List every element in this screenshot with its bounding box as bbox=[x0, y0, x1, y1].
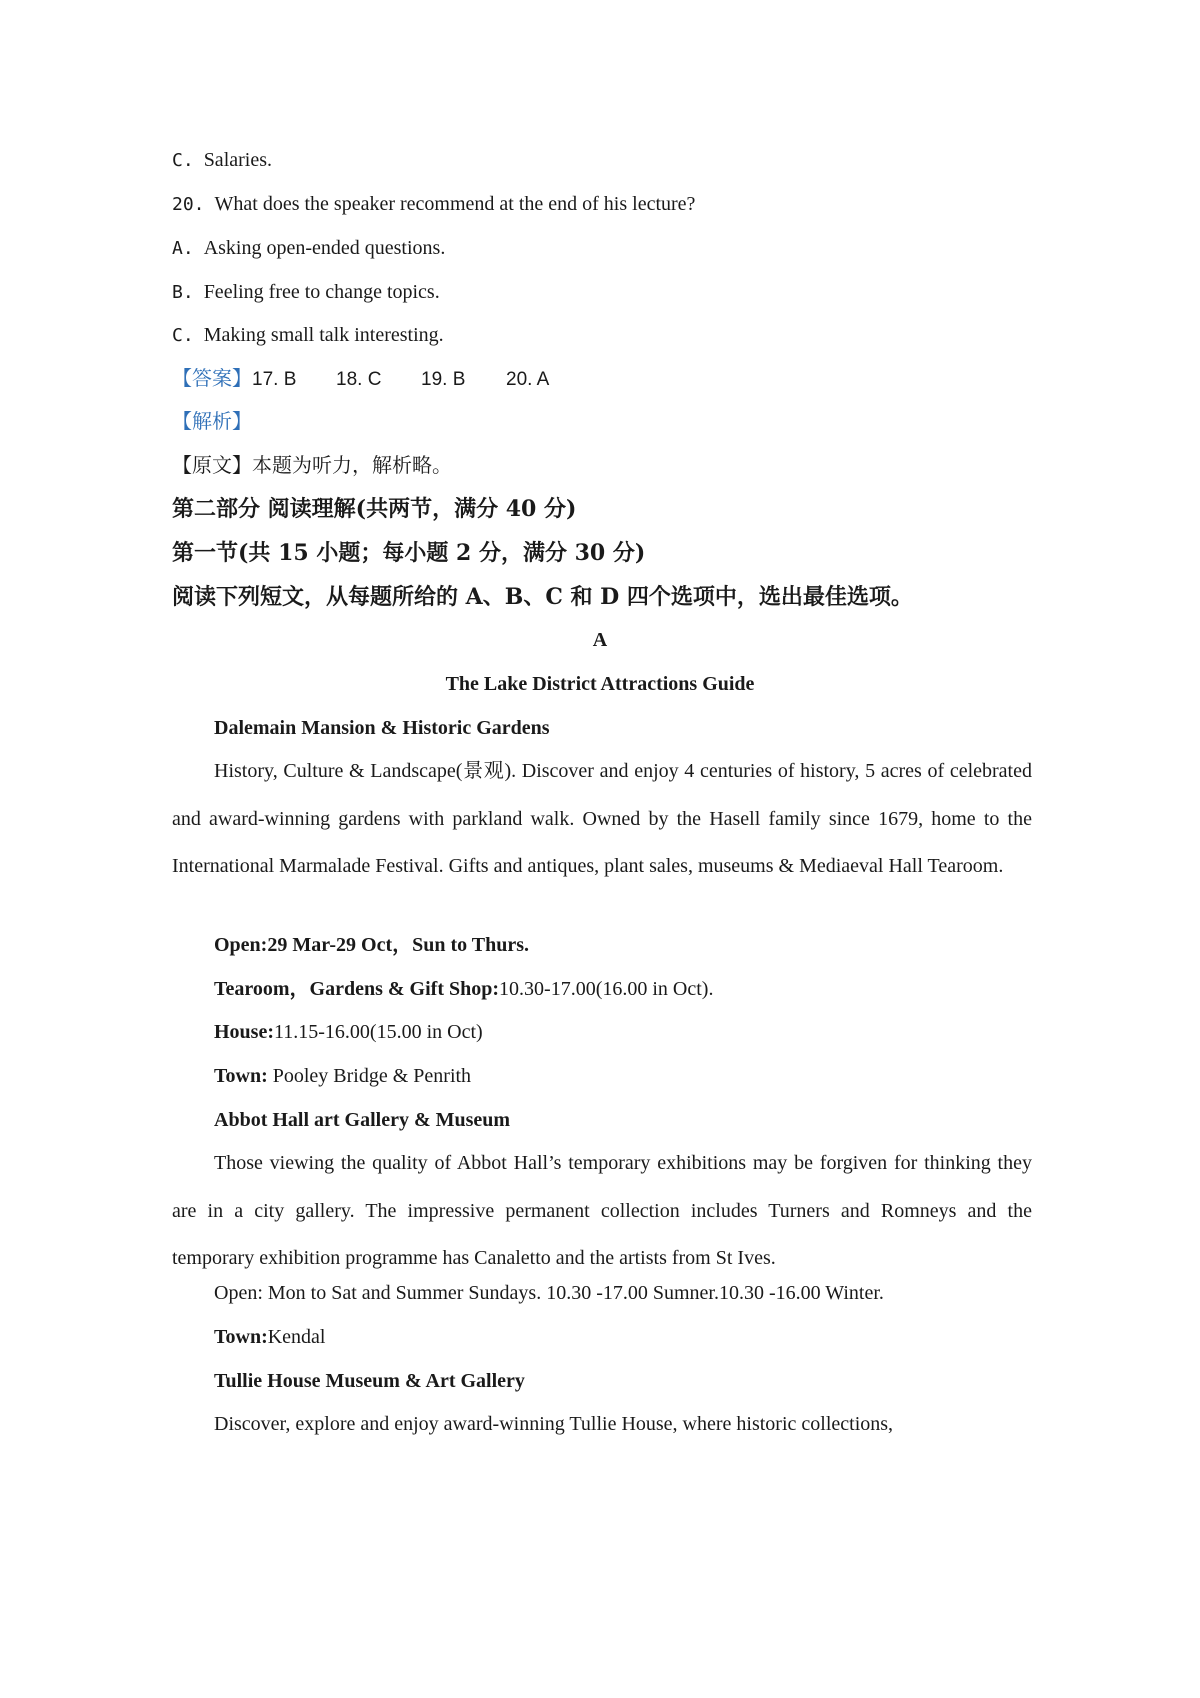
reading-instruction: 阅读下列短文，从每题所给的 A、B、C 和 D 四个选项中，选出最佳选项。 bbox=[172, 584, 913, 610]
option-label: C. bbox=[172, 325, 194, 346]
part2-title: 第二部分 阅读理解(共两节，满分 40 分) bbox=[172, 496, 577, 522]
answer-item: 18. C bbox=[336, 369, 382, 390]
town-label: Town: bbox=[214, 1065, 268, 1087]
analysis-tag: 【解析】 bbox=[172, 411, 252, 433]
q20-option-a bbox=[172, 236, 445, 261]
q20-option-c bbox=[172, 323, 444, 348]
option-text: Feeling free to change topics. bbox=[203, 281, 440, 303]
passage-title: The Lake District Attractions Guide bbox=[445, 673, 755, 695]
hours-value: 10.30-17.00(16.00 in Oct). bbox=[499, 978, 714, 1000]
hours-label: Tearoom，Gardens & Gift Shop: bbox=[214, 978, 500, 1000]
tullie-heading: Tullie House Museum & Art Gallery bbox=[214, 1370, 525, 1392]
option-label: B. bbox=[172, 282, 194, 303]
abbot-town bbox=[214, 1325, 326, 1349]
tullie-body: Discover, explore and enjoy award-winning Tullie House, where historic collections, bbox=[214, 1413, 894, 1435]
option-label: A. bbox=[172, 238, 194, 259]
abbot-open: Open: Mon to Sat and Summer Sundays. 10.30 -17.00 Sumner.10.30 -16.00 Winter. bbox=[214, 1282, 884, 1304]
option-text: Salaries. bbox=[203, 149, 272, 171]
hours-value: 11.15-16.00(15.00 in Oct) bbox=[274, 1021, 483, 1043]
town-label: Town: bbox=[214, 1326, 268, 1348]
question-text: What does the speaker recommend at the end of his lecture? bbox=[214, 193, 696, 215]
analysis-original: 【原文】本题为听力，解析略。 bbox=[172, 455, 452, 477]
section1-title: 第一节(共 15 小题；每小题 2 分，满分 30 分) bbox=[172, 540, 646, 566]
dalemain-body: History, Culture & Landscape(景观). Discover and enjoy 4 centuries of history, 5 acres of celebrated and award-winning gardens with parkland walk. Owned by the Hasell family since 1679, home to the International Marmalade Festival. Gifts and antiques, plant sales, museums & Mediaeval Hall Tearoom. bbox=[172, 760, 1032, 877]
abbot-body: Those viewing the quality of Abbot Hall’s temporary exhibitions may be forgiven for thinking they are in a city gallery. The impressive permanent collection includes Turners and Romneys and the temporary exhibition programme has Canaletto and the artists from St Ives. bbox=[172, 1152, 1032, 1269]
answer-line bbox=[172, 367, 549, 392]
answer-item: 17. B bbox=[252, 369, 297, 390]
town-value: Kendal bbox=[267, 1326, 326, 1348]
passage-letter: A bbox=[592, 629, 608, 651]
dalemain-tearoom-hours bbox=[214, 977, 713, 1001]
dalemain-heading: Dalemain Mansion & Historic Gardens bbox=[214, 717, 550, 739]
q20-option-b bbox=[172, 280, 440, 305]
question-number: 20. bbox=[172, 194, 205, 215]
answer-item: 19. B bbox=[421, 369, 466, 390]
answer-item: 20. A bbox=[506, 369, 550, 390]
q20-question bbox=[172, 192, 695, 217]
hours-label: House: bbox=[214, 1021, 274, 1043]
option-text: Making small talk interesting. bbox=[203, 324, 444, 346]
q19-option-c bbox=[172, 148, 272, 173]
town-value: Pooley Bridge & Penrith bbox=[267, 1065, 472, 1087]
dalemain-house-hours bbox=[214, 1020, 483, 1044]
abbot-heading: Abbot Hall art Gallery & Museum bbox=[214, 1109, 511, 1131]
dalemain-open: Open:29 Mar-29 Oct，Sun to Thurs. bbox=[214, 934, 530, 956]
dalemain-town bbox=[214, 1064, 471, 1088]
option-text: Asking open-ended questions. bbox=[203, 237, 446, 259]
option-label: C. bbox=[172, 150, 194, 171]
answer-tag: 【答案】 bbox=[172, 368, 252, 390]
